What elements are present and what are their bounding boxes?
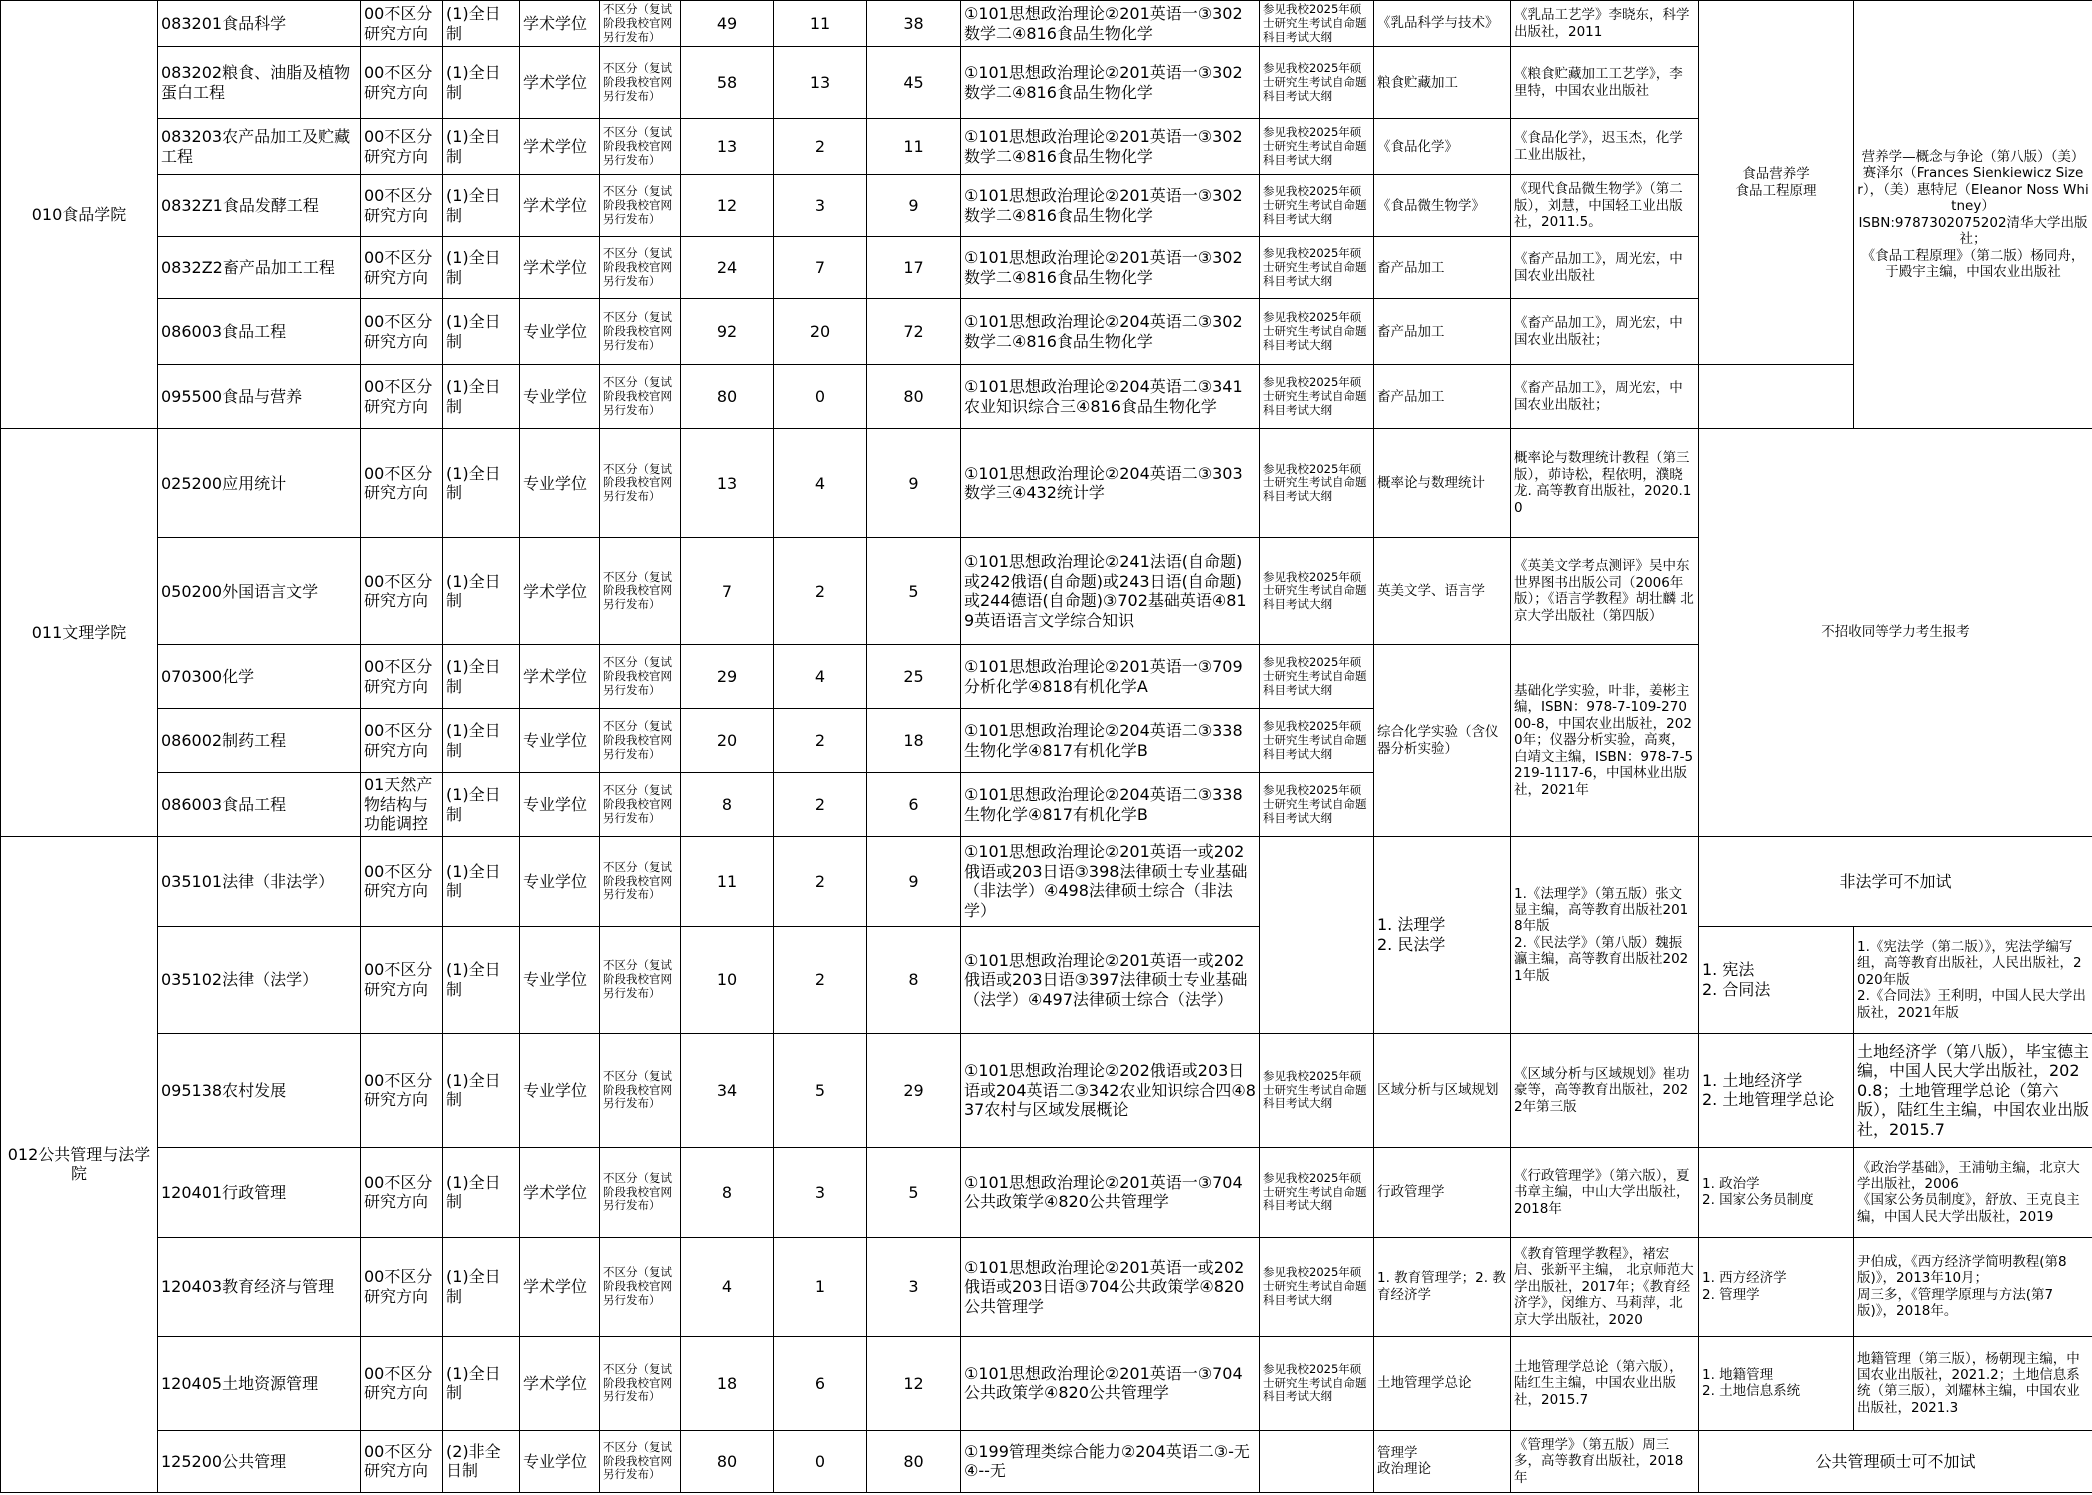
degree-type-cell: 学术学位 [520, 1237, 600, 1336]
plan-unified-cell: 80 [867, 365, 961, 429]
major-cell: 120405土地资源管理 [158, 1336, 361, 1430]
additional-subject-cell: 1. 土地经济学 2. 土地管理学总论 [1699, 1033, 1854, 1147]
study-mode-cell: (1)全日制 [443, 1147, 520, 1237]
plan-unified-cell: 5 [867, 538, 961, 645]
retest-scope-cell: 不区分（复试阶段我校官网另行发布） [600, 1237, 681, 1336]
retest-scope-cell: 不区分（复试阶段我校官网另行发布） [600, 773, 681, 837]
degree-type-cell: 学术学位 [520, 645, 600, 709]
outline-cell: 参见我校2025年硕士研究生考试自命题科目考试大纲 [1260, 1, 1374, 47]
retest-scope-cell: 不区分（复试阶段我校官网另行发布） [600, 237, 681, 299]
plan-total-cell: 34 [681, 1033, 774, 1147]
degree-type-cell: 专业学位 [520, 709, 600, 773]
direction-cell: 00不区分研究方向 [361, 429, 443, 538]
additional-subject-cell: 1. 宪法 2. 合同法 [1699, 926, 1854, 1033]
retest-scope-cell: 不区分（复试阶段我校官网另行发布） [600, 1, 681, 47]
major-cell: 086002制药工程 [158, 709, 361, 773]
additional-subject-cell: 1. 政治学 2. 国家公务员制度 [1699, 1147, 1854, 1237]
retest-scope-cell: 不区分（复试阶段我校官网另行发布） [600, 175, 681, 237]
retest-books-cell: 《区域分析与区域规划》崔功豪等，高等教育出版社，2022年第三版 [1511, 1033, 1699, 1147]
retest-subject-cell: 概率论与数理统计 [1374, 429, 1511, 538]
retest-subject-cell: 1. 法理学 2. 民法学 [1374, 836, 1511, 1033]
plan-exempt-cell: 0 [774, 1430, 867, 1492]
plan-exempt-cell: 2 [774, 538, 867, 645]
plan-total-cell: 92 [681, 299, 774, 365]
direction-cell: 00不区分研究方向 [361, 365, 443, 429]
study-mode-cell: (1)全日制 [443, 538, 520, 645]
plan-unified-cell: 18 [867, 709, 961, 773]
retest-books-cell: 概率论与数理统计教程（第三版），茆诗松，程依明，濮晓龙. 高等教育出版社，2020.10 [1511, 429, 1699, 538]
plan-total-cell: 7 [681, 538, 774, 645]
direction-cell: 00不区分研究方向 [361, 836, 443, 926]
direction-cell: 00不区分研究方向 [361, 709, 443, 773]
study-mode-cell: (1)全日制 [443, 1, 520, 47]
plan-total-cell: 58 [681, 47, 774, 119]
retest-scope-cell: 不区分（复试阶段我校官网另行发布） [600, 1033, 681, 1147]
degree-type-cell: 专业学位 [520, 773, 600, 837]
direction-cell: 00不区分研究方向 [361, 1430, 443, 1492]
plan-unified-cell: 17 [867, 237, 961, 299]
additional-subject-cell: 1. 西方经济学 2. 管理学 [1699, 1237, 1854, 1336]
retest-scope-cell: 不区分（复试阶段我校官网另行发布） [600, 926, 681, 1033]
retest-scope-cell: 不区分（复试阶段我校官网另行发布） [600, 119, 681, 175]
degree-type-cell: 学术学位 [520, 1336, 600, 1430]
plan-total-cell: 10 [681, 926, 774, 1033]
outline-cell: 参见我校2025年硕士研究生考试自命题科目考试大纲 [1260, 773, 1374, 837]
outline-cell: 参见我校2025年硕士研究生考试自命题科目考试大纲 [1260, 237, 1374, 299]
plan-total-cell: 29 [681, 645, 774, 709]
plan-exempt-cell: 20 [774, 299, 867, 365]
major-cell: 095500食品与营养 [158, 365, 361, 429]
retest-books-cell: 基础化学实验，叶非，姜彬主编，ISBN：978-7-109-27000-8，中国农业出版社，2020年；仪器分析实验，高爽，白靖文主编，ISBN：978-7-5219-1117-6，中国林业出版社，2021年 [1511, 645, 1699, 837]
retest-scope-cell: 不区分（复试阶段我校官网另行发布） [600, 47, 681, 119]
table-row [1, 1033, 2092, 1147]
degree-type-cell: 学术学位 [520, 1, 600, 47]
plan-total-cell: 11 [681, 836, 774, 926]
additional-books-cell: 《政治学基础》，王浦劬主编，北京大学出版社，2006 《国家公务员制度》，舒放、王克良主编，中国人民大学出版社，2019 [1854, 1147, 2092, 1237]
plan-unified-cell: 5 [867, 1147, 961, 1237]
degree-type-cell: 专业学位 [520, 429, 600, 538]
exam-subjects-cell: ①101思想政治理论②201英语一③302数学二④816食品生物化学 [961, 1, 1260, 47]
retest-scope-cell: 不区分（复试阶段我校官网另行发布） [600, 365, 681, 429]
no-additional-test-note: 公共管理硕士可不加试 [1699, 1430, 2092, 1492]
retest-subject-cell: 畜产品加工 [1374, 299, 1511, 365]
plan-unified-cell: 72 [867, 299, 961, 365]
plan-exempt-cell: 4 [774, 429, 867, 538]
plan-total-cell: 49 [681, 1, 774, 47]
plan-unified-cell: 8 [867, 926, 961, 1033]
study-mode-cell: (2)非全日制 [443, 1430, 520, 1492]
outline-cell: 参见我校2025年硕士研究生考试自命题科目考试大纲 [1260, 538, 1374, 645]
retest-books-cell: 《粮食贮藏加工工艺学》，李里特，中国农业出版社 [1511, 47, 1699, 119]
plan-exempt-cell: 2 [774, 836, 867, 926]
retest-subject-cell: 英美文学、语言学 [1374, 538, 1511, 645]
study-mode-cell: (1)全日制 [443, 119, 520, 175]
retest-books-cell: 土地管理学总论（第六版），陆红生主编，中国农业出版社，2015.7 [1511, 1336, 1699, 1430]
exam-subjects-cell: ①101思想政治理论②201英语一③709分析化学④818有机化学A [961, 645, 1260, 709]
retest-subject-cell: 土地管理学总论 [1374, 1336, 1511, 1430]
major-cell: 0832Z2畜产品加工工程 [158, 237, 361, 299]
table-row [1, 1237, 2092, 1336]
plan-exempt-cell: 3 [774, 175, 867, 237]
retest-scope-cell: 不区分（复试阶段我校官网另行发布） [600, 1147, 681, 1237]
plan-unified-cell: 6 [867, 773, 961, 837]
degree-type-cell: 专业学位 [520, 365, 600, 429]
table-row [1, 365, 2092, 429]
study-mode-cell: (1)全日制 [443, 926, 520, 1033]
no-equivalent-note: 不招收同等学力考生报考 [1699, 429, 2092, 837]
outline-cell: 参见我校2025年硕士研究生考试自命题科目考试大纲 [1260, 1033, 1374, 1147]
plan-unified-cell: 12 [867, 1336, 961, 1430]
exam-subjects-cell: ①101思想政治理论②204英语二③303数学三④432统计学 [961, 429, 1260, 538]
major-cell: 025200应用统计 [158, 429, 361, 538]
retest-subject-cell: 管理学 政治理论 [1374, 1430, 1511, 1492]
outline-cell: 参见我校2025年硕士研究生考试自命题科目考试大纲 [1260, 1237, 1374, 1336]
table-row [1, 926, 2092, 1033]
exam-subjects-cell: ①101思想政治理论②201英语一③704公共政策学④820公共管理学 [961, 1336, 1260, 1430]
degree-type-cell: 专业学位 [520, 299, 600, 365]
direction-cell: 00不区分研究方向 [361, 237, 443, 299]
degree-type-cell: 专业学位 [520, 1033, 600, 1147]
plan-unified-cell: 25 [867, 645, 961, 709]
study-mode-cell: (1)全日制 [443, 1033, 520, 1147]
plan-unified-cell: 45 [867, 47, 961, 119]
study-mode-cell: (1)全日制 [443, 365, 520, 429]
retest-subject-cell: 综合化学实验（含仪器分析实验） [1374, 645, 1511, 837]
study-mode-cell: (1)全日制 [443, 237, 520, 299]
major-cell: 120403教育经济与管理 [158, 1237, 361, 1336]
exam-subjects-cell: ①101思想政治理论②201英语一③704公共政策学④820公共管理学 [961, 1147, 1260, 1237]
plan-exempt-cell: 7 [774, 237, 867, 299]
outline-cell: 参见我校2025年硕士研究生考试自命题科目考试大纲 [1260, 429, 1374, 538]
outline-cell: 参见我校2025年硕士研究生考试自命题科目考试大纲 [1260, 645, 1374, 709]
retest-subject-cell: 粮食贮藏加工 [1374, 47, 1511, 119]
major-cell: 035102法律（法学） [158, 926, 361, 1033]
additional-subject-cell: 1. 地籍管理 2. 土地信息系统 [1699, 1336, 1854, 1430]
retest-books-cell: 1.《法理学》（第五版）张文显主编，高等教育出版社2018年版 2.《民法学》（第八版）魏振瀛主编，高等教育出版社2021年版 [1511, 836, 1699, 1033]
exam-subjects-cell: ①101思想政治理论②201英语一③302数学二④816食品生物化学 [961, 175, 1260, 237]
retest-scope-cell: 不区分（复试阶段我校官网另行发布） [600, 429, 681, 538]
retest-scope-cell: 不区分（复试阶段我校官网另行发布） [600, 538, 681, 645]
major-cell: 035101法律（非法学） [158, 836, 361, 926]
plan-exempt-cell: 0 [774, 365, 867, 429]
dept-cell: 010食品学院 [1, 1, 158, 429]
outline-cell: 参见我校2025年硕士研究生考试自命题科目考试大纲 [1260, 175, 1374, 237]
exam-subjects-cell: ①101思想政治理论②201英语一或202俄语或203日语③704公共政策学④820公共管理学 [961, 1237, 1260, 1336]
study-mode-cell: (1)全日制 [443, 47, 520, 119]
retest-subject-cell: 《乳品科学与技术》 [1374, 1, 1511, 47]
retest-books-cell: 《畜产品加工》，周光宏，中国农业出版社； [1511, 365, 1699, 429]
outline-cell: 参见我校2025年硕士研究生考试自命题科目考试大纲 [1260, 365, 1374, 429]
outline-cell: 参见我校2025年硕士研究生考试自命题科目考试大纲 [1260, 119, 1374, 175]
retest-scope-cell: 不区分（复试阶段我校官网另行发布） [600, 645, 681, 709]
study-mode-cell: (1)全日制 [443, 175, 520, 237]
table-row [1, 1336, 2092, 1430]
retest-books-cell: 《乳品工艺学》李晓东，科学出版社，2011 [1511, 1, 1699, 47]
major-cell: 125200公共管理 [158, 1430, 361, 1492]
study-mode-cell: (1)全日制 [443, 709, 520, 773]
direction-cell: 00不区分研究方向 [361, 1237, 443, 1336]
study-mode-cell: (1)全日制 [443, 773, 520, 837]
major-cell: 070300化学 [158, 645, 361, 709]
degree-type-cell: 专业学位 [520, 836, 600, 926]
retest-books-cell: 《畜产品加工》，周光宏，中国农业出版社； [1511, 299, 1699, 365]
additional-books-cell: 地籍管理（第三版），杨朝现主编，中国农业出版社，2021.2；土地信息系统（第三版），刘耀林主编，中国农业出版社，2021.3 [1854, 1336, 2092, 1430]
plan-unified-cell: 9 [867, 836, 961, 926]
plan-exempt-cell: 3 [774, 1147, 867, 1237]
plan-total-cell: 13 [681, 119, 774, 175]
outline-cell: 参见我校2025年硕士研究生考试自命题科目考试大纲 [1260, 1147, 1374, 1237]
plan-total-cell: 80 [681, 365, 774, 429]
study-mode-cell: (1)全日制 [443, 1237, 520, 1336]
plan-exempt-cell: 1 [774, 1237, 867, 1336]
direction-cell: 01天然产物结构与功能调控 [361, 773, 443, 837]
plan-exempt-cell: 2 [774, 119, 867, 175]
plan-total-cell: 18 [681, 1336, 774, 1430]
dept-cell: 012公共管理与法学院 [1, 836, 158, 1492]
exam-subjects-cell: ①101思想政治理论②201英语一③302数学二④816食品生物化学 [961, 119, 1260, 175]
retest-books-cell: 《畜产品加工》，周光宏，中国农业出版社 [1511, 237, 1699, 299]
major-cell: 083202粮食、油脂及植物蛋白工程 [158, 47, 361, 119]
exam-subjects-cell: ①101思想政治理论②201英语一或202俄语或203日语③398法律硕士专业基础（非法学）④498法律硕士综合（非法学） [961, 836, 1260, 926]
major-cell: 083203农产品加工及贮藏工程 [158, 119, 361, 175]
outline-cell: 参见我校2025年硕士研究生考试自命题科目考试大纲 [1260, 47, 1374, 119]
retest-subject-cell: 畜产品加工 [1374, 365, 1511, 429]
plan-total-cell: 4 [681, 1237, 774, 1336]
plan-exempt-cell: 2 [774, 709, 867, 773]
retest-subject-cell: 区域分析与区域规划 [1374, 1033, 1511, 1147]
plan-exempt-cell: 6 [774, 1336, 867, 1430]
major-cell: 120401行政管理 [158, 1147, 361, 1237]
no-additional-test-note: 非法学可不加试 [1699, 836, 2092, 926]
major-cell: 086003食品工程 [158, 299, 361, 365]
plan-total-cell: 8 [681, 773, 774, 837]
table-row [1, 836, 2092, 926]
degree-type-cell: 学术学位 [520, 119, 600, 175]
additional-subject-cell: 食品营养学 食品工程原理 [1699, 1, 1854, 365]
outline-cell: 参见我校2025年硕士研究生考试自命题科目考试大纲 [1260, 1336, 1374, 1430]
degree-type-cell: 学术学位 [520, 1147, 600, 1237]
table-row [1, 429, 2092, 538]
degree-type-cell: 专业学位 [520, 926, 600, 1033]
retest-books-cell: 《教育管理学教程》，褚宏启、张新平主编， 北京师范大学出版社，2017年；《教育经济学》，闵维方、马莉萍，北京大学出版社，2020 [1511, 1237, 1699, 1336]
retest-books-cell: 《现代食品微生物学》（第二版），刘慧，中国轻工业出版社，2011.5。 [1511, 175, 1699, 237]
empty-cell [1699, 365, 1854, 429]
plan-exempt-cell: 2 [774, 926, 867, 1033]
plan-exempt-cell: 5 [774, 1033, 867, 1147]
retest-subject-cell: 《食品微生物学》 [1374, 175, 1511, 237]
plan-exempt-cell: 4 [774, 645, 867, 709]
degree-type-cell: 学术学位 [520, 175, 600, 237]
exam-subjects-cell: ①101思想政治理论②202俄语或203日语或204英语二③342农业知识综合四④837农村与区域发展概论 [961, 1033, 1260, 1147]
exam-subjects-cell: ①101思想政治理论②204英语二③338生物化学④817有机化学B [961, 773, 1260, 837]
retest-subject-cell: 《食品化学》 [1374, 119, 1511, 175]
retest-subject-cell: 1. 教育管理学；2. 教育经济学 [1374, 1237, 1511, 1336]
direction-cell: 00不区分研究方向 [361, 1147, 443, 1237]
study-mode-cell: (1)全日制 [443, 429, 520, 538]
exam-subjects-cell: ①199管理类综合能力②204英语二③-无④--无 [961, 1430, 1260, 1492]
retest-books-cell: 《英美文学考点测评》吴中东 世界图书出版公司（2006年版）；《语言学教程》胡壮麟 北京大学出版社（第四版） [1511, 538, 1699, 645]
degree-type-cell: 学术学位 [520, 237, 600, 299]
direction-cell: 00不区分研究方向 [361, 1, 443, 47]
table-row [1, 1430, 2092, 1492]
study-mode-cell: (1)全日制 [443, 836, 520, 926]
retest-scope-cell: 不区分（复试阶段我校官网另行发布） [600, 299, 681, 365]
direction-cell: 00不区分研究方向 [361, 119, 443, 175]
direction-cell: 00不区分研究方向 [361, 926, 443, 1033]
table-row [1, 1, 2092, 47]
plan-unified-cell: 80 [867, 1430, 961, 1492]
outline-cell: 参见我校2025年硕士研究生考试自命题科目考试大纲 [1260, 299, 1374, 365]
plan-unified-cell: 29 [867, 1033, 961, 1147]
plan-exempt-cell: 2 [774, 773, 867, 837]
table-row [1, 1147, 2092, 1237]
empty-cell [1260, 1430, 1374, 1492]
empty-cell [1260, 836, 1374, 1033]
study-mode-cell: (1)全日制 [443, 645, 520, 709]
plan-total-cell: 12 [681, 175, 774, 237]
retest-books-cell: 《食品化学》，迟玉杰，化学工业出版社， [1511, 119, 1699, 175]
direction-cell: 00不区分研究方向 [361, 1033, 443, 1147]
plan-total-cell: 80 [681, 1430, 774, 1492]
study-mode-cell: (1)全日制 [443, 1336, 520, 1430]
study-mode-cell: (1)全日制 [443, 299, 520, 365]
retest-scope-cell: 不区分（复试阶段我校官网另行发布） [600, 1336, 681, 1430]
additional-books-cell: 1.《宪法学（第二版）》，宪法学编写组，高等教育出版社，人民出版社，2020年版 2.《合同法》王利明，中国人民大学出版社，2021年版 [1854, 926, 2092, 1033]
plan-unified-cell: 3 [867, 1237, 961, 1336]
retest-books-cell: 《管理学》（第五版）周三多，高等教育出版社，2018年 [1511, 1430, 1699, 1492]
retest-subject-cell: 畜产品加工 [1374, 237, 1511, 299]
exam-subjects-cell: ①101思想政治理论②201英语一③302数学二④816食品生物化学 [961, 47, 1260, 119]
exam-subjects-cell: ①101思想政治理论②241法语(自命题)或242俄语(自命题)或243日语(自命题)或244德语(自命题)③702基础英语④819英语语言文学综合知识 [961, 538, 1260, 645]
major-cell: 0832Z1食品发酵工程 [158, 175, 361, 237]
retest-scope-cell: 不区分（复试阶段我校官网另行发布） [600, 836, 681, 926]
plan-unified-cell: 9 [867, 429, 961, 538]
retest-scope-cell: 不区分（复试阶段我校官网另行发布） [600, 709, 681, 773]
additional-books-cell: 土地经济学（第八版），毕宝德主编，中国人民大学出版社，2020.8；土地管理学总论（第六版），陆红生主编，中国农业出版社，2015.7 [1854, 1033, 2092, 1147]
plan-total-cell: 8 [681, 1147, 774, 1237]
exam-subjects-cell: ①101思想政治理论②204英语二③338生物化学④817有机化学B [961, 709, 1260, 773]
degree-type-cell: 学术学位 [520, 47, 600, 119]
degree-type-cell: 学术学位 [520, 538, 600, 645]
exam-subjects-cell: ①101思想政治理论②204英语二③341农业知识综合三④816食品生物化学 [961, 365, 1260, 429]
retest-books-cell: 《行政管理学》（第六版），夏书章主编，中山大学出版社，2018年 [1511, 1147, 1699, 1237]
direction-cell: 00不区分研究方向 [361, 47, 443, 119]
major-cell: 083201食品科学 [158, 1, 361, 47]
direction-cell: 00不区分研究方向 [361, 299, 443, 365]
plan-unified-cell: 9 [867, 175, 961, 237]
plan-unified-cell: 38 [867, 1, 961, 47]
exam-subjects-cell: ①101思想政治理论②201英语一③302数学二④816食品生物化学 [961, 237, 1260, 299]
additional-books-cell: 营养学—概念与争论（第八版）（美）赛泽尔（Frances Sienkiewicz Sizer），（美）惠特尼（Eleanor Noss Whitney） ISBN:9787302075202清华大学出版社； 《食品工程原理》（第二版）杨同舟，于殿宇主编，中国农业出版社 [1854, 1, 2092, 429]
direction-cell: 00不区分研究方向 [361, 645, 443, 709]
plan-unified-cell: 11 [867, 119, 961, 175]
plan-exempt-cell: 13 [774, 47, 867, 119]
direction-cell: 00不区分研究方向 [361, 1336, 443, 1430]
retest-scope-cell: 不区分（复试阶段我校官网另行发布） [600, 1430, 681, 1492]
major-cell: 086003食品工程 [158, 773, 361, 837]
plan-total-cell: 20 [681, 709, 774, 773]
direction-cell: 00不区分研究方向 [361, 538, 443, 645]
degree-type-cell: 专业学位 [520, 1430, 600, 1492]
plan-exempt-cell: 11 [774, 1, 867, 47]
exam-subjects-cell: ①101思想政治理论②204英语二③302数学二④816食品生物化学 [961, 299, 1260, 365]
retest-subject-cell: 行政管理学 [1374, 1147, 1511, 1237]
major-cell: 050200外国语言文学 [158, 538, 361, 645]
direction-cell: 00不区分研究方向 [361, 175, 443, 237]
plan-total-cell: 24 [681, 237, 774, 299]
additional-books-cell: 尹伯成，《西方经济学简明教程(第8版)》，2013年10月； 周三多，《管理学原理与方法(第7版)》，2018年。 [1854, 1237, 2092, 1336]
dept-cell: 011文理学院 [1, 429, 158, 837]
exam-subjects-cell: ①101思想政治理论②201英语一或202俄语或203日语③397法律硕士专业基础（法学）④497法律硕士综合（法学） [961, 926, 1260, 1033]
outline-cell: 参见我校2025年硕士研究生考试自命题科目考试大纲 [1260, 709, 1374, 773]
major-cell: 095138农村发展 [158, 1033, 361, 1147]
plan-total-cell: 13 [681, 429, 774, 538]
